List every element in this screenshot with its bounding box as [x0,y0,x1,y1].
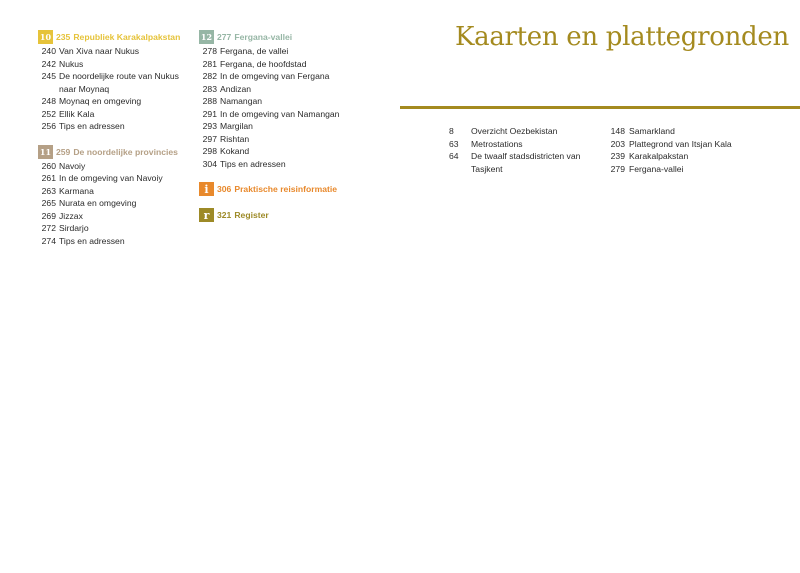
page-number: 269 [41,210,56,221]
entry-title: Tips en adressen [59,235,125,246]
entry-title: Fergana, de hoofdstad [220,58,307,69]
list-item[interactable] [199,158,349,171]
page-number: 297 [202,133,217,144]
section-badge: i [199,182,214,196]
page-number: 288 [202,96,217,106]
maps-list-left [449,125,599,175]
entry-list [449,125,599,175]
section-page-number: 235 [56,32,71,42]
page-number: 283 [202,83,217,94]
section-title-text: Register [234,210,269,220]
section-page-number: 306 [217,184,232,194]
page-number: 265 [41,198,56,208]
page-number: 148 [610,126,625,136]
list-item[interactable] [199,120,349,133]
page-number: 8 [449,126,454,136]
section-heading[interactable] [38,30,188,44]
entry-title: Jizzax [59,210,83,221]
list-item[interactable] [199,83,349,96]
list-item[interactable] [38,185,188,198]
page-number: 63 [449,138,459,149]
entry-title: Fergana, de vallei [220,46,289,56]
section-badge: r [199,208,214,222]
list-item[interactable] [607,125,757,138]
entry-list [38,45,188,133]
list-item[interactable] [607,138,757,151]
list-item[interactable] [38,172,188,185]
page-number: 279 [610,163,625,174]
section-title [217,184,337,194]
list-item[interactable] [38,235,188,248]
entry-title: Kokand [220,146,250,156]
section-heading[interactable] [38,145,188,159]
section-badge: 10 [39,32,52,42]
toc-section [199,182,349,196]
entry-title: Namangan [220,96,263,106]
list-item[interactable] [38,58,188,71]
list-item[interactable] [199,70,349,83]
page-number: 242 [41,58,56,69]
entry-title: Moynaq en omgeving [59,96,142,106]
section-title-text: Fergana-vallei [234,32,293,42]
section-page-number: 277 [217,32,232,42]
list-item[interactable] [449,125,599,138]
page-number: 240 [41,46,56,56]
entry-title: Nukus [59,58,84,69]
section-heading[interactable] [199,30,349,44]
entry-title: In de omgeving van Namangan [220,108,340,119]
entry-title: De noordelijke route van Nukus naar Moynaq [59,71,179,94]
section-title [217,210,269,220]
page-number: 281 [202,58,217,69]
entry-title: Sirdarjo [59,223,89,233]
section-badge: 12 [200,32,213,42]
entry-list [607,125,757,175]
list-item[interactable] [38,45,188,58]
toc-section [199,30,349,170]
page-number: 248 [41,96,56,106]
list-item[interactable] [199,108,349,121]
page-number: 203 [610,138,625,149]
page-number: 291 [202,108,217,119]
section-title [217,32,292,42]
toc-column-left [38,30,188,259]
entry-list [38,160,188,248]
list-item[interactable] [199,95,349,108]
section-badge: 11 [39,146,52,157]
section-title-text: Praktische reisinformatie [234,184,338,194]
page-number: 260 [41,160,56,171]
entry-title: Tips en adressen [59,121,125,131]
entry-title: Plattegrond van Itsjan Kala [629,138,732,149]
list-item[interactable] [199,58,349,71]
page-number: 239 [610,151,625,161]
section-heading[interactable] [199,182,349,196]
entry-title: Andizan [220,83,252,94]
page-number: 282 [202,71,217,81]
section-title [56,147,178,157]
entry-title: Nurata en omgeving [59,198,137,208]
entry-title: De twaalf stadsdistricten van Tasjkent [471,151,581,174]
list-item[interactable] [38,70,188,95]
entry-title: Margilan [220,121,253,131]
section-title-text: Republiek Karakalpakstan [73,32,181,42]
page-number: 272 [41,223,56,233]
page-number: 298 [202,146,217,156]
list-item[interactable] [38,160,188,173]
entry-title: Karmana [59,185,94,196]
list-item[interactable] [38,197,188,210]
list-item[interactable] [449,150,599,175]
page-number: 245 [41,71,56,81]
section-heading[interactable] [199,208,349,222]
page-number: 304 [202,158,217,169]
list-item[interactable] [199,145,349,158]
section-page-number: 259 [56,146,71,157]
entry-title: Karakalpakstan [629,151,689,161]
list-item[interactable] [199,45,349,58]
entry-title: In de omgeving van Navoiy [59,173,163,183]
toc-section [38,145,188,248]
entry-title: Fergana-vallei [629,163,684,174]
list-item[interactable] [38,108,188,121]
section-page-number: 321 [217,210,232,220]
page-number: 278 [202,46,217,56]
entry-title: Overzicht Oezbekistan [471,126,558,136]
section-title [56,32,180,42]
list-item[interactable] [607,163,757,176]
page-number: 293 [202,121,217,131]
heading-rule [400,106,800,109]
entry-title: Samarkland [629,126,675,136]
toc-section [38,30,188,133]
page-number: 261 [41,173,56,183]
toc-column-middle [199,30,349,234]
toc-section [199,208,349,222]
list-item[interactable] [449,138,599,151]
entry-list [199,45,349,170]
maps-heading: Kaarten en plattegronden [455,22,789,52]
section-title-text: De noordelijke provincies [73,146,178,157]
page-number: 263 [41,185,56,196]
list-item[interactable] [38,210,188,223]
entry-title: Metrostations [471,138,523,149]
entry-title: Tips en adressen [220,158,286,169]
list-item[interactable] [38,222,188,235]
list-item[interactable] [199,133,349,146]
entry-title: Ellik Kala [59,108,95,119]
list-item[interactable] [38,95,188,108]
maps-list-right [607,125,757,175]
entry-title: Rishtan [220,133,250,144]
entry-title: Van Xiva naar Nukus [59,46,140,56]
page-number: 256 [41,121,56,131]
entry-title: Navoiy [59,160,86,171]
entry-title: In de omgeving van Fergana [220,71,330,81]
page-number: 252 [41,108,56,119]
list-item[interactable] [38,120,188,133]
page-number: 274 [41,235,56,246]
page-number: 64 [449,151,459,161]
list-item[interactable] [607,150,757,163]
